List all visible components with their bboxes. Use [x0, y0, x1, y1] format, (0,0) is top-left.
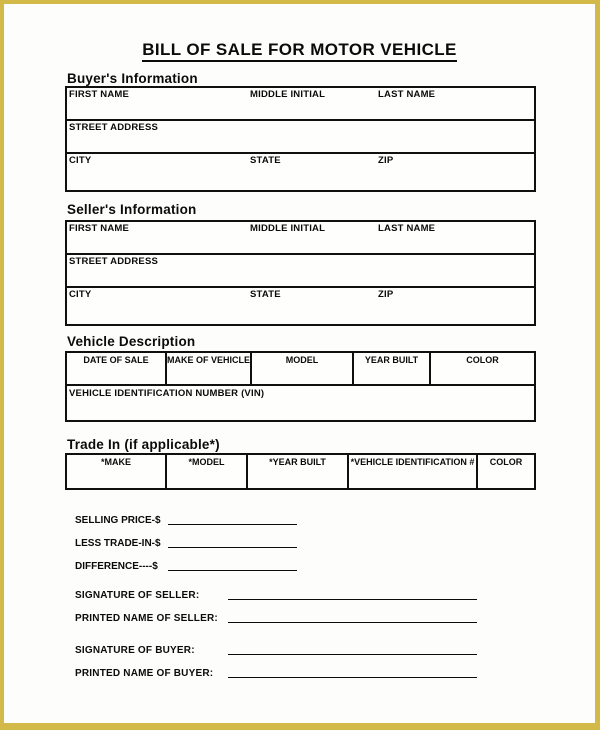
vehicle-make-cell[interactable] — [167, 353, 252, 384]
vehicle-year-built-label: YEAR BUILT — [364, 355, 419, 365]
buyer-middle-initial-label: MIDDLE INITIAL — [250, 89, 326, 100]
vehicle-section-heading: Vehicle Description — [67, 334, 196, 349]
seller-state-label: STATE — [250, 289, 281, 300]
seller-street-address-field[interactable] — [67, 255, 534, 288]
selling-price-row — [75, 512, 595, 535]
vehicle-description-table — [65, 351, 536, 422]
document-title: BILL OF SALE FOR MOTOR VEHICLE — [4, 40, 595, 60]
buyer-printed-name-row — [75, 668, 595, 691]
vehicle-vin-label: VEHICLE IDENTIFICATION NUMBER (VIN) — [69, 388, 265, 399]
trade-vin-label: *VEHICLE IDENTIFICATION # — [350, 457, 475, 467]
seller-street-address-label: STREET ADDRESS — [69, 256, 159, 267]
pricing-block — [75, 512, 595, 581]
trade-model-label: *MODEL — [188, 457, 225, 467]
signature-group-divider — [75, 636, 595, 645]
vehicle-header-row — [67, 353, 534, 386]
trade-in-section-heading: Trade In (if applicable*) — [67, 437, 220, 452]
buyer-section-heading: Buyer's Information — [67, 71, 198, 86]
seller-info-table — [65, 220, 536, 326]
vehicle-make-label: MAKE OF VEHICLE — [167, 355, 251, 365]
trade-color-label: COLOR — [489, 457, 523, 467]
buyer-signature-row — [75, 645, 595, 668]
seller-signature-line[interactable] — [228, 599, 477, 600]
less-trade-in-row — [75, 535, 595, 558]
signature-of-seller-label: SIGNATURE OF SELLER: — [75, 590, 200, 601]
signature-of-buyer-label: SIGNATURE OF BUYER: — [75, 645, 195, 656]
difference-line[interactable] — [168, 570, 297, 571]
vehicle-vin-field[interactable] — [67, 386, 534, 420]
buyer-name-row-field[interactable] — [67, 88, 534, 121]
selling-price-label: SELLING PRICE-$ — [75, 515, 161, 526]
vehicle-date-of-sale-label: DATE OF SALE — [83, 355, 149, 365]
buyer-street-address-field[interactable] — [67, 121, 534, 154]
buyer-city-label: CITY — [69, 155, 92, 166]
buyer-street-address-label: STREET ADDRESS — [69, 122, 159, 133]
trade-color-cell[interactable] — [478, 455, 534, 488]
buyer-info-table — [65, 86, 536, 192]
trade-make-cell[interactable] — [67, 455, 167, 488]
seller-middle-initial-label: MIDDLE INITIAL — [250, 223, 326, 234]
trade-year-built-label: *YEAR BUILT — [269, 457, 326, 467]
printed-name-of-buyer-label: PRINTED NAME OF BUYER: — [75, 668, 214, 679]
trade-in-table — [65, 453, 536, 490]
vehicle-model-label: MODEL — [285, 355, 319, 365]
printed-name-of-seller-label: PRINTED NAME OF SELLER: — [75, 613, 218, 624]
difference-row — [75, 558, 595, 581]
trade-make-label: *MAKE — [100, 457, 131, 467]
seller-name-row-field[interactable] — [67, 222, 534, 255]
vehicle-model-cell[interactable] — [252, 353, 354, 384]
buyer-state-label: STATE — [250, 155, 281, 166]
buyer-first-name-label: FIRST NAME — [69, 89, 130, 100]
seller-city-state-zip-field[interactable] — [67, 288, 534, 324]
buyer-last-name-label: LAST NAME — [378, 89, 436, 100]
seller-zip-label: ZIP — [378, 289, 394, 300]
buyer-printed-name-line[interactable] — [228, 677, 477, 678]
seller-signature-row — [75, 590, 595, 613]
seller-printed-name-row — [75, 613, 595, 636]
less-trade-in-line[interactable] — [168, 547, 297, 548]
buyer-city-state-zip-field[interactable] — [67, 154, 534, 190]
difference-label: DIFFERENCE----$ — [75, 561, 158, 572]
seller-first-name-label: FIRST NAME — [69, 223, 130, 234]
vehicle-color-cell[interactable] — [431, 353, 534, 384]
vehicle-color-label: COLOR — [466, 355, 499, 365]
vehicle-year-built-cell[interactable] — [354, 353, 431, 384]
selling-price-line[interactable] — [168, 524, 297, 525]
seller-city-label: CITY — [69, 289, 92, 300]
signatures-block — [75, 590, 595, 691]
trade-year-built-cell[interactable] — [248, 455, 349, 488]
trade-model-cell[interactable] — [167, 455, 248, 488]
seller-printed-name-line[interactable] — [228, 622, 477, 623]
buyer-signature-line[interactable] — [228, 654, 477, 655]
seller-last-name-label: LAST NAME — [378, 223, 436, 234]
buyer-zip-label: ZIP — [378, 155, 394, 166]
trade-in-header-row — [67, 455, 534, 488]
seller-section-heading: Seller's Information — [67, 202, 197, 217]
less-trade-in-label: LESS TRADE-IN-$ — [75, 538, 161, 549]
vehicle-date-of-sale-cell[interactable] — [67, 353, 167, 384]
trade-vin-cell[interactable] — [349, 455, 478, 488]
